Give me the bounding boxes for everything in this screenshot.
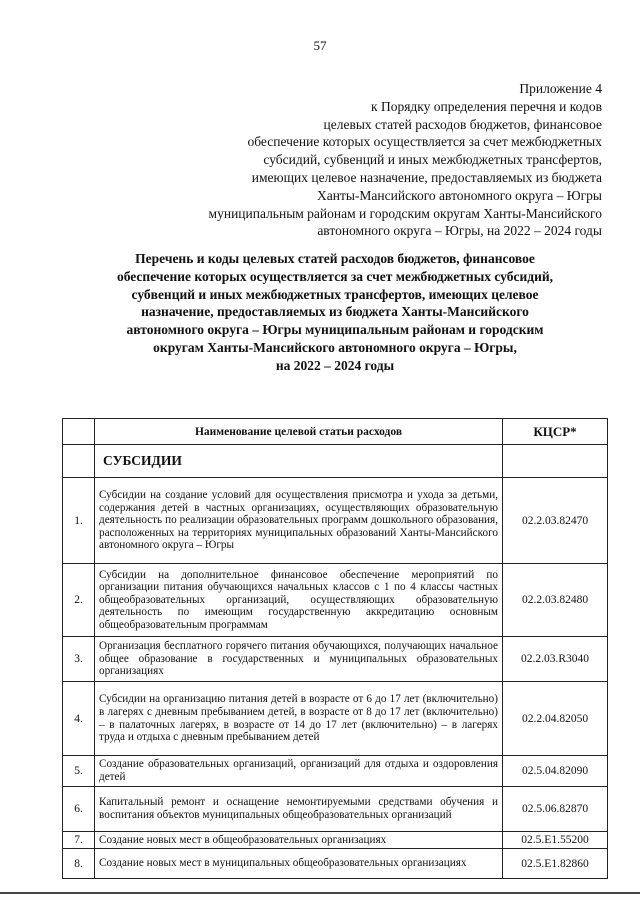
section-num-cell (63, 445, 95, 478)
row-number: 4. (63, 682, 95, 756)
title-line: субвенций и иных межбюджетных трансфертов, имеющих целевое (131, 286, 539, 302)
row-number: 8. (63, 849, 95, 879)
section-code-cell (503, 445, 608, 478)
table-row (63, 756, 608, 787)
row-code: 02.5.04.82090 (503, 756, 608, 787)
table-row (63, 832, 608, 849)
table-header-row (63, 419, 608, 445)
row-name: Субсидии на создание условий для осуществления присмотра и ухода за детьми, содержания детей в частных организациях, осуществляющих образовательную деятельность по реализации образовательных программ дошкольного образования, расположенных на территориях муниципальных образований Ханты-Мансийского автономного округа – Югры (95, 478, 503, 564)
row-number: 7. (63, 832, 95, 849)
appendix-line: муниципальным районам и городским округам Ханты-Мансийского (208, 205, 602, 221)
appendix-line: имеющих целевое назначение, предоставляемых из бюджета (251, 169, 602, 185)
title-line: на 2022 – 2024 годы (275, 357, 395, 373)
title-line: Перечень и коды целевых статей расходов бюджетов, финансовое (135, 251, 535, 266)
title-line: автономного округа – Югры муниципальным районам и городским (126, 322, 544, 338)
subsidies-table (62, 418, 607, 879)
table-row (63, 478, 608, 564)
row-number: 1. (63, 478, 95, 564)
table-row (63, 637, 608, 682)
table-row (63, 564, 608, 637)
appendix-line: к Порядку определения перечня и кодов (371, 98, 602, 114)
table-row (63, 849, 608, 879)
header-num-cell (63, 419, 95, 445)
title-line: назначение, предоставляемых из бюджета Ханты-Мансийского (141, 304, 529, 320)
row-code: 02.2.03.82470 (503, 478, 608, 564)
page-number: 57 (313, 38, 327, 53)
row-name: Создание новых мест в общеобразовательных организациях (95, 832, 503, 849)
row-name: Создание новых мест в муниципальных общеобразовательных организациях (95, 849, 503, 879)
title-line: округам Ханты-Мансийского автономного округа – Югры, (153, 339, 517, 355)
row-code: 02.2.04.82050 (503, 682, 608, 756)
table-row (63, 682, 608, 756)
row-number: 5. (63, 756, 95, 787)
appendix-line: Ханты-Мансийского автономного округа – Югры (317, 187, 602, 203)
appendix-line: целевых статей расходов бюджетов, финансовое (323, 116, 602, 132)
row-code: 02.5.06.82870 (503, 787, 608, 832)
row-code: 02.2.03.R3040 (503, 637, 608, 682)
row-code: 02.5.E1.55200 (503, 832, 608, 849)
row-name: Организация бесплатного горячего питания обучающихся, получающих начальное общее образование в государственных и муниципальных образовательных организациях (95, 637, 503, 682)
appendix-line: Приложение 4 (519, 81, 602, 96)
appendix-line: автономного округа – Югры, на 2022 – 2024 годы (317, 223, 602, 239)
row-number: 3. (63, 637, 95, 682)
row-number: 6. (63, 787, 95, 832)
page-bottom-rule (0, 892, 640, 894)
row-name: Субсидии на организацию питания детей в возрасте от 6 до 17 лет (включительно) в лагерях с дневным пребыванием детей, в возрасте от 8 до 17 лет (включительно) – в палаточных лагерях, в возрасте от 14 до 17 лет (включительно) – в лагерях труда и отдыха с дневным пребыванием детей (95, 682, 503, 756)
row-name: Создание образовательных организаций, организаций для отдыха и оздоровления детей (95, 756, 503, 787)
header-name-cell: Наименование целевой статьи расходов (95, 419, 503, 445)
section-title: СУБСИДИИ (95, 445, 503, 478)
appendix-header (132, 80, 602, 240)
row-number: 2. (63, 564, 95, 637)
row-code: 02.5.E1.82860 (503, 849, 608, 879)
row-code: 02.2.03.82480 (503, 564, 608, 637)
header-code-cell: КЦСР* (503, 419, 608, 445)
appendix-line: субсидий, субвенций и иных межбюджетных трансфертов, (263, 152, 602, 168)
section-row (63, 445, 608, 478)
appendix-line: обеспечение которых осуществляется за счет межбюджетных (247, 134, 602, 150)
document-title (70, 250, 600, 375)
table-row (63, 787, 608, 832)
title-line: обеспечение которых осуществляется за счет межбюджетных субсидий, (116, 268, 554, 284)
row-name: Капитальный ремонт и оснащение немонтируемыми средствами обучения и воспитания объектов муниципальных общеобразовательных организаций (95, 787, 503, 832)
row-name: Субсидии на дополнительное финансовое обеспечение мероприятий по организации питания обучающихся начальных классов с 1 по 4 классы частных общеобразовательных организаций, осуществляющих образовательную деятельность по имеющим государственную аккредитацию основным общеобразовательным программам (95, 564, 503, 637)
